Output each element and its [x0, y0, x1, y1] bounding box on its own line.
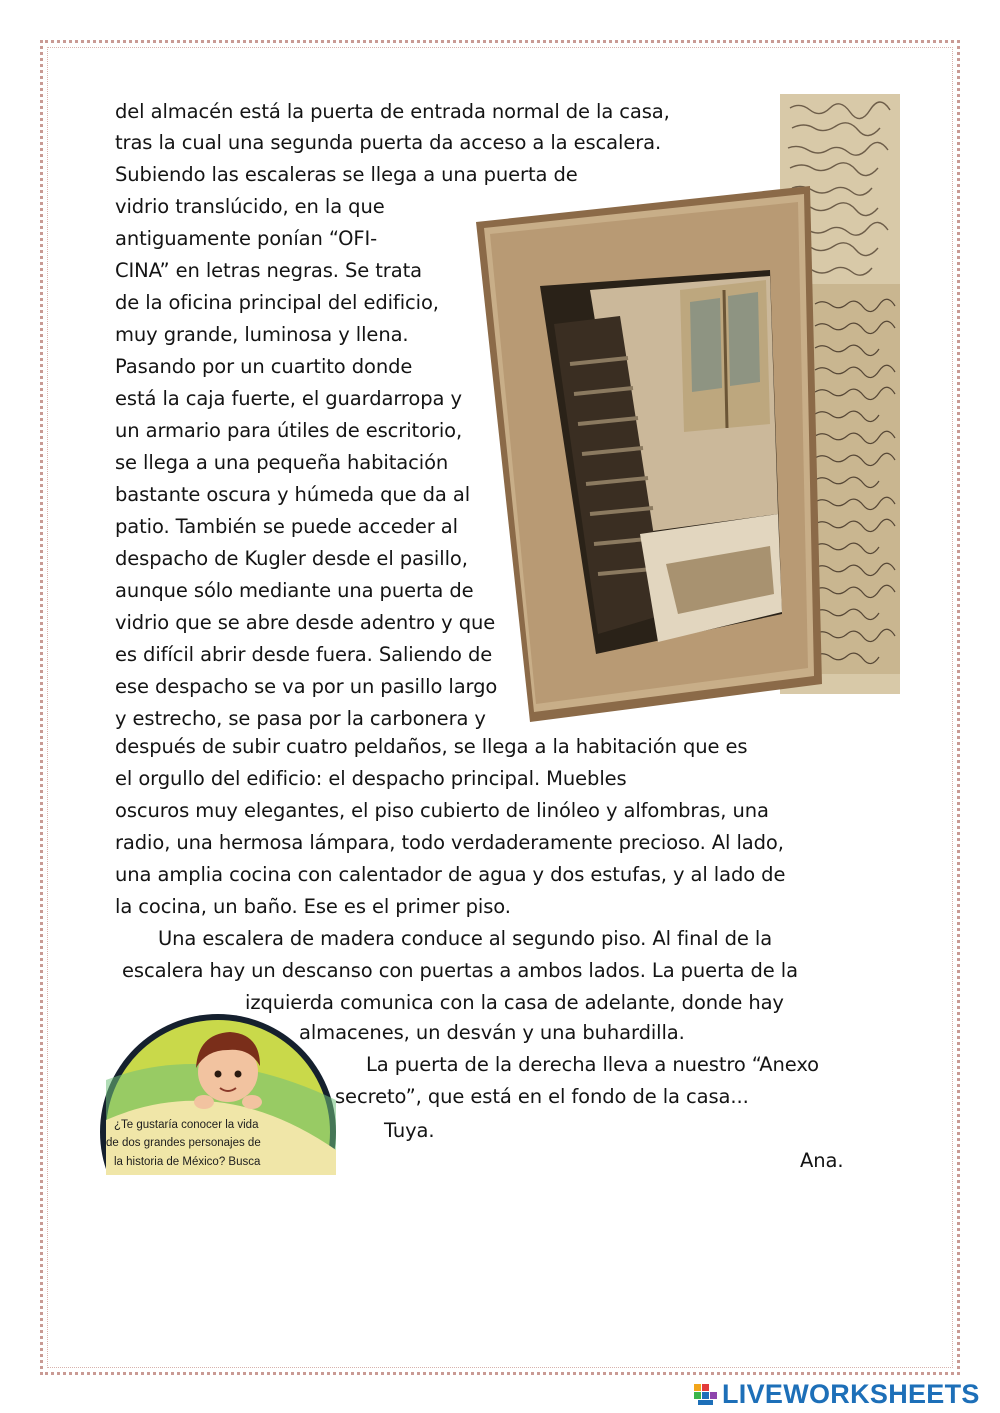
tip-line-2: de dos grandes personajes de	[106, 1137, 261, 1149]
letter-line: CINA” en letras negras. Se trata	[115, 259, 422, 282]
letter-line: bastante oscura y húmeda que da al	[115, 483, 471, 506]
liveworksheets-logo-icon	[694, 1382, 718, 1406]
letter-line: después de subir cuatro peldaños, se llega a la habitación que es	[115, 735, 748, 758]
letter-line: La puerta de la derecha lleva a nuestro “Anexo	[366, 1053, 820, 1076]
letter-line: secreto”, que está en el fondo de la casa...	[335, 1085, 749, 1108]
letter-line: escalera hay un descanso con puertas a ambos lados. La puerta de la	[122, 959, 798, 982]
tip-line-3: la historia de México? Busca	[114, 1156, 261, 1168]
letter-line: es difícil abrir desde fuera. Saliendo de	[115, 643, 493, 666]
letter-line: ese despacho se va por un pasillo largo	[115, 675, 498, 698]
letter-line: Pasando por un cuartito donde	[115, 355, 413, 378]
letter-line: izquierda comunica con la casa de adelante, donde hay	[245, 991, 784, 1014]
letter-line: y estrecho, se pasa por la carbonera y	[115, 707, 486, 730]
letter-signature: Ana.	[800, 1149, 844, 1172]
letter-line: muy grande, luminosa y llena.	[115, 323, 409, 346]
letter-closing: Tuya.	[384, 1119, 435, 1142]
letter-line: almacenes, un desván y una buhardilla.	[299, 1021, 685, 1044]
letter-line: una amplia cocina con calentador de agua y dos estufas, y al lado de	[115, 863, 786, 886]
liveworksheets-logo	[694, 1379, 980, 1409]
letter-line: está la caja fuerte, el guardarropa y	[115, 387, 462, 410]
letter-line: vidrio que se abre desde adentro y que	[115, 611, 496, 634]
letter-line: Subiendo las escaleras se llega a una puerta de	[115, 163, 578, 186]
letter-line: la cocina, un baño. Ese es el primer piso.	[115, 895, 511, 918]
tip-line-1: ¿Te gustaría conocer la vida	[114, 1119, 259, 1131]
letter-line: del almacén está la puerta de entrada normal de la casa,	[115, 100, 670, 123]
letter-line: patio. También se puede acceder al	[115, 515, 458, 538]
letter-line: despacho de Kugler desde el pasillo,	[115, 547, 468, 570]
letter-line: el orgullo del edificio: el despacho principal. Muebles	[115, 767, 627, 790]
letter-line: un armario para útiles de escritorio,	[115, 419, 463, 442]
letter-line: oscuros muy elegantes, el piso cubierto de linóleo y alfombras, una	[115, 799, 769, 822]
letter-line: antiguamente ponían “OFI-	[115, 227, 378, 250]
letter-line: de la oficina principal del edificio,	[115, 291, 439, 314]
letter-line: radio, una hermosa lámpara, todo verdaderamente precioso. Al lado,	[115, 831, 784, 854]
brand-name: LIVEWORKSHEETS	[722, 1379, 980, 1409]
book-illustration	[470, 94, 900, 724]
letter-line: aunque sólo mediante una puerta de	[115, 579, 474, 602]
letter-line: tras la cual una segunda puerta da acceso a la escalera.	[115, 131, 662, 154]
letter-line: se llega a una pequeña habitación	[115, 451, 449, 474]
letter-line: vidrio translúcido, en la que	[115, 195, 385, 218]
letter-line: Una escalera de madera conduce al segundo piso. Al final de la	[158, 927, 773, 950]
